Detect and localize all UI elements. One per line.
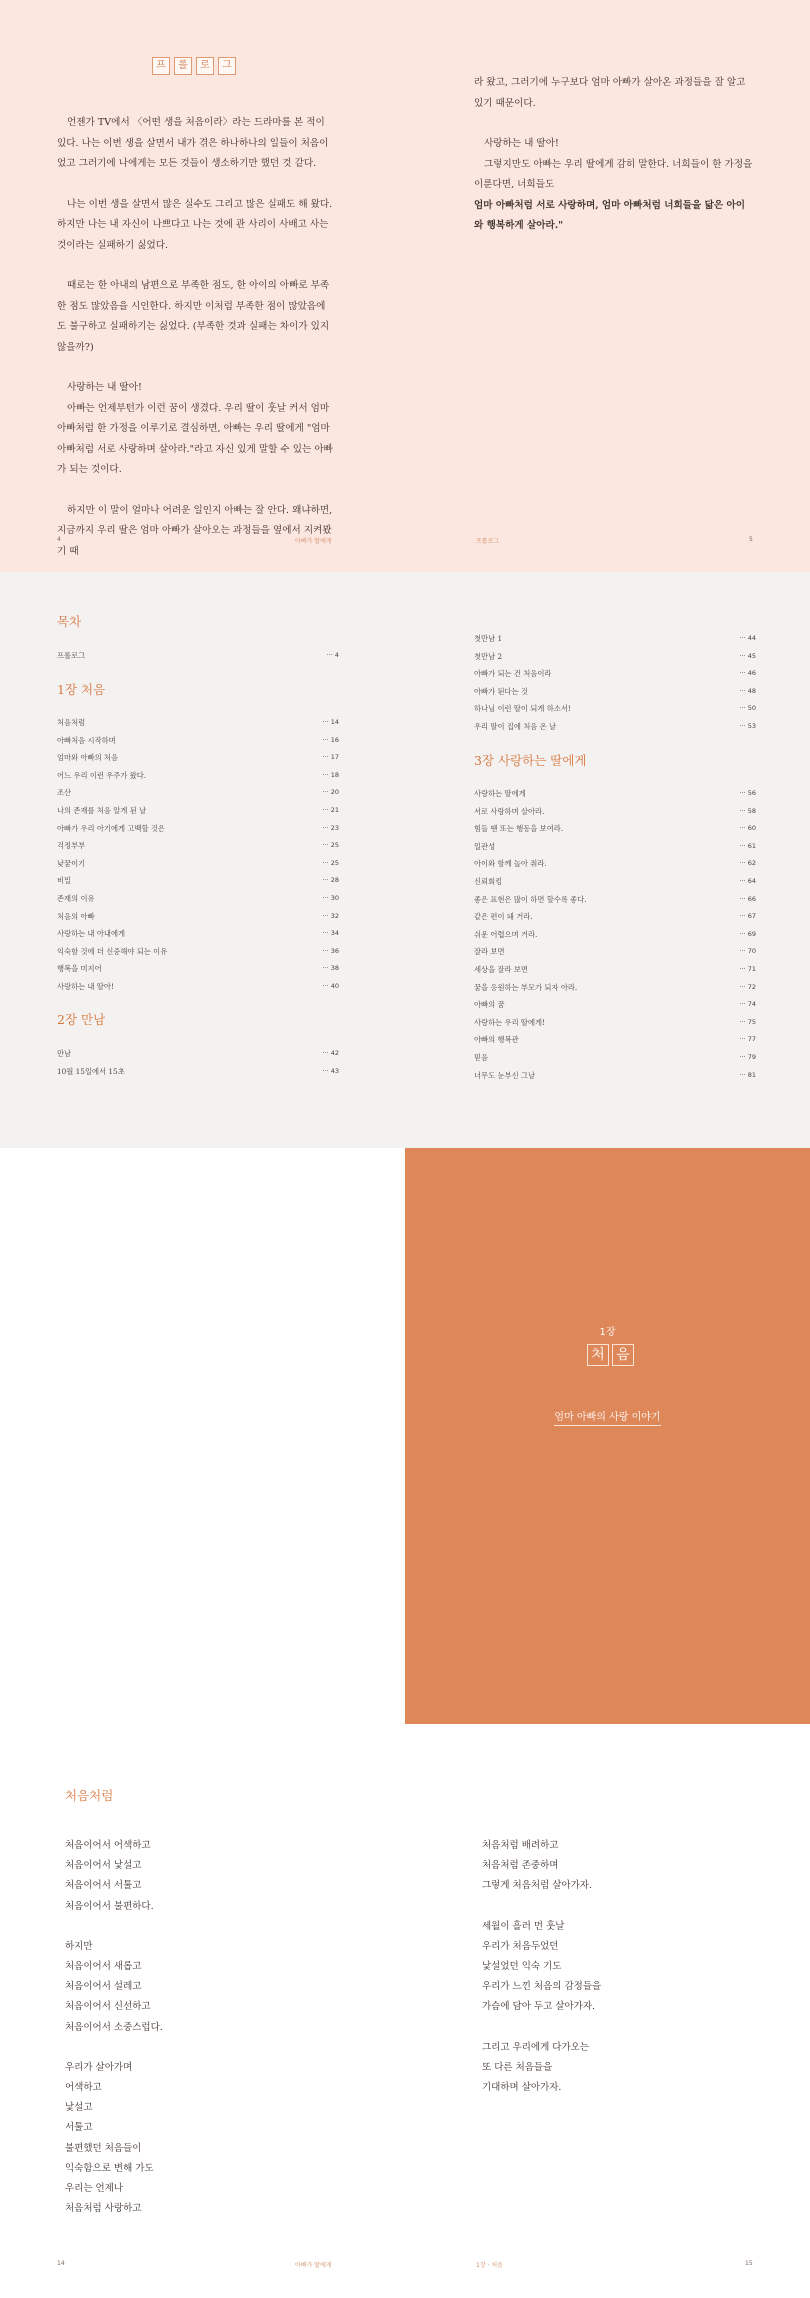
toc-entry[interactable] <box>57 978 339 996</box>
toc-entry-page: ··· 58 <box>739 806 756 815</box>
toc-entry-page: ··· 28 <box>322 876 339 885</box>
toc-entry-title: 행복을 미지어 <box>57 964 102 974</box>
toc-entry[interactable] <box>474 996 756 1014</box>
toc-chapter2-list <box>57 1045 339 1080</box>
toc-entry[interactable] <box>57 1045 339 1063</box>
paragraph: 사랑하는 내 딸아! <box>67 382 142 393</box>
paragraph: 하지만 이 말이 얼마나 어려운 일인지 아빠는 잘 안다. 왜냐하면, 지금까지 우리 딸은 엄마 아빠가 살아오는 과정들을 옆에서 지켜봤기 때 <box>57 504 333 557</box>
poem-title: 처음처럼 <box>65 1788 114 1803</box>
poem-line: 처음처럼 존중하며 <box>482 1860 559 1872</box>
toc-entry-page: ··· 4 <box>326 651 339 659</box>
toc-entry[interactable] <box>474 1031 756 1049</box>
poem-line: 세월이 흘러 먼 훗날 <box>482 1920 565 1932</box>
toc-entry[interactable] <box>57 1063 339 1081</box>
poem-stanza <box>482 2038 762 2099</box>
toc-entry[interactable] <box>57 908 339 926</box>
poem-stanza <box>482 1917 762 2018</box>
page-number: 14 <box>57 2260 65 2267</box>
toc-entry-title: 걱정부부 <box>57 841 86 851</box>
toc-entry[interactable] <box>57 855 339 873</box>
title-char: 로 <box>196 57 214 75</box>
paragraph: 때로는 한 아내의 남편으로 부족한 점도, 한 아이의 아빠로 부족한 점도 많았음을 시인한다. 하지만 이처럼 부족한 점이 많았음에도 불구하고 실패하기는 싫었다. (부족한 것과 실패는 차이가 있지 않을까?) <box>57 280 330 353</box>
poem-spread <box>0 1724 810 2298</box>
toc-entry[interactable] <box>474 908 756 926</box>
toc-entry-page: ··· 25 <box>322 858 339 867</box>
poem-line: 우리는 언제나 <box>65 2183 124 2195</box>
toc-entry-title: 아빠의 꿈 <box>474 1000 505 1010</box>
toc-entry[interactable] <box>57 647 339 665</box>
toc-entry-page: ··· 66 <box>739 894 756 903</box>
toc-entry-title: 나의 존재를 처음 알게 된 날 <box>57 805 147 815</box>
page-number: 4 <box>57 536 61 543</box>
toc-entry-page: ··· 36 <box>322 946 339 955</box>
chapter-opener-page <box>405 1148 810 1724</box>
toc-entry-page: ··· 20 <box>322 788 339 797</box>
toc-entry-page: ··· 62 <box>739 859 756 868</box>
toc-entry-title: 사랑하는 내 아내에게 <box>57 929 126 939</box>
poem-line: 처음이어서 설레고 <box>65 1981 142 1993</box>
toc-entry-title: 좋은 표현은 많이 하면 할수록 좋다. <box>474 894 587 904</box>
chapter-title-char: 음 <box>612 1344 634 1366</box>
toc-entry-title: 아빠가 된다는 것 <box>474 686 528 696</box>
prologue-spread <box>0 0 810 572</box>
toc-entry-title: 우리 딸이 집에 처음 온 날 <box>474 721 557 731</box>
toc-entry[interactable] <box>474 648 756 666</box>
poem-line: 그렇게 처음처럼 살아가자. <box>482 1880 593 1892</box>
toc-entry[interactable] <box>57 890 339 908</box>
toc-entry-page: ··· 77 <box>739 1035 756 1044</box>
toc-entry-page: ··· 18 <box>322 770 339 779</box>
toc-entry-title: 낮꿈이기 <box>57 858 86 868</box>
toc-entry-title: 어느 우리 이런 우주가 왔다. <box>57 770 147 780</box>
toc-entry-title: 잘라 보면 <box>474 947 505 957</box>
poem-line: 또 다른 처음들을 <box>482 2061 553 2073</box>
poem-line: 불편했던 처음들이 <box>65 2142 142 2154</box>
toc-entry-title: 조산 <box>57 788 72 798</box>
toc-chapter-heading: 1장 처음 <box>57 682 106 697</box>
toc-entry-title: 너무도 눈부신 그날 <box>474 1070 536 1080</box>
toc-entry[interactable] <box>57 784 339 802</box>
toc-entry[interactable] <box>474 943 756 961</box>
toc-entry[interactable] <box>57 960 339 978</box>
poem-right-text <box>482 1836 762 2118</box>
toc-entry[interactable] <box>474 838 756 856</box>
running-head: 프롤로그 <box>476 538 500 545</box>
toc-entry[interactable] <box>474 820 756 838</box>
page-number: 15 <box>745 2260 753 2267</box>
toc-entry[interactable] <box>474 855 756 873</box>
paragraph-bold: 엄마 아빠처럼 서로 사랑하며, 엄마 아빠처럼 너희들을 닮은 아이와 행복하게 살아라." <box>474 199 746 231</box>
toc-entry-page: ··· 53 <box>739 721 756 730</box>
title-char: 프 <box>152 57 170 75</box>
toc-entry[interactable] <box>57 749 339 767</box>
toc-entry-page: ··· 34 <box>322 929 339 938</box>
toc-chapter-heading: 2장 만남 <box>57 1012 106 1027</box>
poem-left-text <box>65 1836 345 2239</box>
chapter-subtitle <box>405 1408 810 1423</box>
paragraph: 그렇지만도 아빠는 우리 딸에게 감히 말한다. 너희들이 한 가정을 이룬다면, 너희들도 <box>474 158 753 190</box>
toc-entry-page: ··· 56 <box>739 789 756 797</box>
toc-entry-page: ··· 25 <box>322 841 339 850</box>
toc-entry-page: ··· 69 <box>739 929 756 938</box>
toc-entry[interactable] <box>57 943 339 961</box>
paragraph: 사랑하는 내 딸아! <box>484 138 559 149</box>
poem-line: 우리가 느낀 처음의 감정들을 <box>482 1981 602 1993</box>
toc-entry-page: ··· 21 <box>322 805 339 814</box>
toc-entry-page: ··· 45 <box>739 651 756 660</box>
poem-line: 처음이어서 불편하다. <box>65 1900 154 1912</box>
toc-entry-title: 믿음 <box>474 1052 489 1062</box>
toc-entry-page: ··· 43 <box>322 1066 339 1075</box>
toc-entry-page: ··· 64 <box>739 876 756 885</box>
poem-line: 처음이어서 어색하고 <box>65 1840 151 1851</box>
poem-line: 서툴고 <box>65 2122 93 2134</box>
toc-entry-title: 하나님 이런 딸이 되게 하소서! <box>474 704 571 714</box>
chapter-title-char: 처 <box>587 1344 609 1366</box>
toc-heading: 목차 <box>57 614 82 629</box>
toc-entry[interactable] <box>474 665 756 683</box>
poem-line: 기대하며 살아가자. <box>482 2082 562 2094</box>
toc-entry-page: ··· 81 <box>739 1070 756 1079</box>
toc-entry-page: ··· 14 <box>322 718 339 726</box>
toc-entry-page: ··· 40 <box>322 981 339 990</box>
toc-spread <box>0 572 810 1148</box>
poem-line: 그리고 우리에게 다가오는 <box>482 2041 589 2053</box>
toc-entry-page: ··· 23 <box>322 823 339 832</box>
poem-line: 우리가 처음두었던 <box>482 1940 559 1952</box>
toc-entry-title: 신뢰회킹 <box>474 876 503 886</box>
toc-entry-page: ··· 61 <box>739 841 756 850</box>
toc-entry[interactable] <box>474 718 756 736</box>
poem-line: 낯설고 <box>65 2102 93 2114</box>
toc-entry-title: 아빠가 우리 아기에게 고백할 것은 <box>57 823 165 833</box>
chapter-number: 1장 <box>599 1327 616 1338</box>
toc-entry-page: ··· 67 <box>739 912 756 921</box>
title-char: 그 <box>218 57 236 75</box>
poem-line: 처음처럼 사랑하고 <box>65 2203 142 2215</box>
toc-entry-title: 세상을 잘라 보면 <box>474 964 528 974</box>
paragraph: 언젠가 TV에서 〈어떤 생을 처음이라〉라는 드라마를 본 적이 있다. 나는 이번 생을 살면서 내가 겪은 하나하나의 일들이 처음이었고 그러기에 나에게는 모든 것들이 생소하기만 했던 것 같다. <box>57 117 329 169</box>
toc-entry[interactable] <box>474 683 756 701</box>
toc-entry-page: ··· 75 <box>739 1017 756 1026</box>
toc-entry-title: 엄마와 아빠의 처음 <box>57 753 119 763</box>
toc-entry-title: 비밀 <box>57 876 72 886</box>
toc-chapter-heading: 3장 사랑하는 딸에게 <box>474 753 587 768</box>
toc-entry[interactable] <box>474 700 756 718</box>
page-number: 5 <box>749 536 753 543</box>
toc-entry-title: 사랑하는 내 딸아! <box>57 981 114 991</box>
prologue-left-text <box>57 113 334 562</box>
toc-entry[interactable] <box>57 820 339 838</box>
poem-stanza <box>65 1937 345 2038</box>
toc-entry[interactable] <box>474 630 756 648</box>
title-char: 롤 <box>174 57 192 75</box>
toc-entry-title: 아빠의 행복관 <box>474 1035 519 1045</box>
poem-line: 어색하고 <box>65 2082 102 2094</box>
chapter-subtitle-text: 엄마 아빠의 사랑 이야기 <box>554 1412 660 1426</box>
toc-entry-page: ··· 17 <box>322 753 339 762</box>
paragraph: 라 왔고, 그러기에 누구보다 엄마 아빠가 살아온 과정들을 잘 알고 있기 때문이다. <box>474 77 746 109</box>
toc-entry-title: 프롤로그 <box>57 651 86 660</box>
toc-entry[interactable] <box>474 803 756 821</box>
toc-entry-title: 첫만남 2 <box>474 651 503 661</box>
toc-entry-title: 존재의 이유 <box>57 893 95 903</box>
toc-entry-title: 처음의 아빠 <box>57 911 95 921</box>
toc-entry-title: 힘들 땐 또는 행동을 보여라. <box>474 824 564 834</box>
running-head: 아빠가 딸에게 <box>295 538 332 545</box>
toc-chapter2-continued <box>474 630 756 736</box>
toc-entry-page: ··· 42 <box>322 1049 339 1057</box>
running-head: 1장 · 처음 <box>476 2262 503 2269</box>
poem-line: 처음이어서 신선하고 <box>65 2001 151 2013</box>
toc-entry-title: 처음처럼 <box>57 718 86 727</box>
toc-prologue <box>57 647 339 665</box>
toc-entry-page: ··· 44 <box>739 634 756 642</box>
poem-line: 처음처럼 배려하고 <box>482 1840 559 1851</box>
toc-entry-title: 아빠가 되는 건 처음이라 <box>474 669 552 679</box>
toc-entry-page: ··· 60 <box>739 824 756 833</box>
toc-entry[interactable] <box>474 926 756 944</box>
toc-entry-page: ··· 70 <box>739 947 756 956</box>
toc-entry-title: 사랑하는 딸에게 <box>474 789 526 798</box>
poem-line: 우리가 살아가며 <box>65 2061 133 2073</box>
paragraph: 나는 이번 생을 살면서 많은 실수도 그리고 많은 실패도 해 왔다. 하지만 나는 내 자신이 나쁘다고 나는 것에 관 사리이 사배고 사는 것이라는 실패하기 싫었다. <box>57 198 333 251</box>
toc-entry-title: 서로 사랑하며 살아라. <box>474 806 545 816</box>
toc-entry-page: ··· 74 <box>739 1000 756 1009</box>
toc-entry[interactable] <box>57 732 339 750</box>
toc-entry-page: ··· 72 <box>739 982 756 991</box>
toc-entry-page: ··· 32 <box>322 911 339 920</box>
toc-entry-title: 만남 <box>57 1049 72 1058</box>
chapter-title <box>587 1344 634 1366</box>
toc-entry-title: 익숙함 것에 더 신중해야 되는 이유 <box>57 946 168 956</box>
toc-entry-page: ··· 16 <box>322 735 339 744</box>
toc-entry[interactable] <box>57 872 339 890</box>
toc-entry-title: 10월 15일에서 15초 <box>57 1066 125 1076</box>
toc-entry-page: ··· 50 <box>739 704 756 713</box>
running-head: 아빠가 딸에게 <box>295 2262 332 2269</box>
toc-entry[interactable] <box>474 1014 756 1032</box>
toc-entry[interactable] <box>474 1049 756 1067</box>
prologue-right-text <box>474 73 754 237</box>
toc-entry-title: 아이와 함께 놀아 줘라. <box>474 859 547 869</box>
toc-entry-title: 꿈을 응원하는 부모가 되자 아라. <box>474 982 578 992</box>
toc-entry[interactable] <box>57 925 339 943</box>
poem-line: 하지만 <box>65 1940 93 1952</box>
toc-entry-title: 첫만남 1 <box>474 634 503 643</box>
poem-line: 가슴에 담아 두고 살아가자. <box>482 2001 596 2013</box>
toc-entry[interactable] <box>474 961 756 979</box>
toc-entry-title: 일관성 <box>474 841 496 851</box>
toc-entry-page: ··· 46 <box>739 669 756 678</box>
poem-line: 처음이어서 새롭고 <box>65 1961 142 1973</box>
toc-entry[interactable] <box>57 837 339 855</box>
toc-entry[interactable] <box>474 873 756 891</box>
prologue-title <box>152 57 236 75</box>
poem-line: 익숙함으로 변해 가도 <box>65 2162 154 2174</box>
toc-entry[interactable] <box>57 802 339 820</box>
toc-entry-title: 아빠처음 시작하며 <box>57 735 116 745</box>
toc-entry[interactable] <box>57 714 339 732</box>
poem-stanza <box>65 2058 345 2220</box>
poem-line: 처음이어서 소중스럽다. <box>65 2021 163 2033</box>
toc-entry-page: ··· 48 <box>739 686 756 695</box>
poem-line: 낯설었던 익숙 기도 <box>482 1961 562 1973</box>
toc-chapter3-list <box>474 785 756 1084</box>
poem-line: 처음이어서 서툴고 <box>65 1880 142 1892</box>
poem-stanza <box>65 1836 345 1917</box>
toc-entry-page: ··· 71 <box>739 964 756 973</box>
toc-entry-title: 쉬운 어렵으며 거라. <box>474 929 538 939</box>
toc-entry-page: ··· 38 <box>322 964 339 973</box>
toc-entry[interactable] <box>474 785 756 803</box>
toc-entry[interactable] <box>474 1067 756 1085</box>
poem-line: 처음이어서 낯설고 <box>65 1860 142 1872</box>
toc-entry-page: ··· 79 <box>739 1052 756 1061</box>
poem-stanza <box>482 1836 762 1897</box>
toc-chapter1-list <box>57 714 339 996</box>
paragraph: 아빠는 언제부턴가 이런 꿈이 생겼다. 우리 딸이 훗날 커서 엄마 아빠처럼 한 가정을 이루기로 결심하면, 아빠는 우리 딸에게 "엄마 아빠처럼 서로 사랑하며 살아라."라고 자신 있게 말할 수 있는 아빠가 되는 것이다. <box>57 402 333 475</box>
toc-entry[interactable] <box>474 979 756 997</box>
toc-entry[interactable] <box>474 891 756 909</box>
toc-entry-page: ··· 30 <box>322 893 339 902</box>
toc-entry-title: 같은 편이 돼 거라. <box>474 912 533 922</box>
chapter-opener-spread <box>0 1148 810 1724</box>
toc-entry[interactable] <box>57 767 339 785</box>
toc-entry-title: 사랑하는 우리 딸에게! <box>474 1017 546 1027</box>
